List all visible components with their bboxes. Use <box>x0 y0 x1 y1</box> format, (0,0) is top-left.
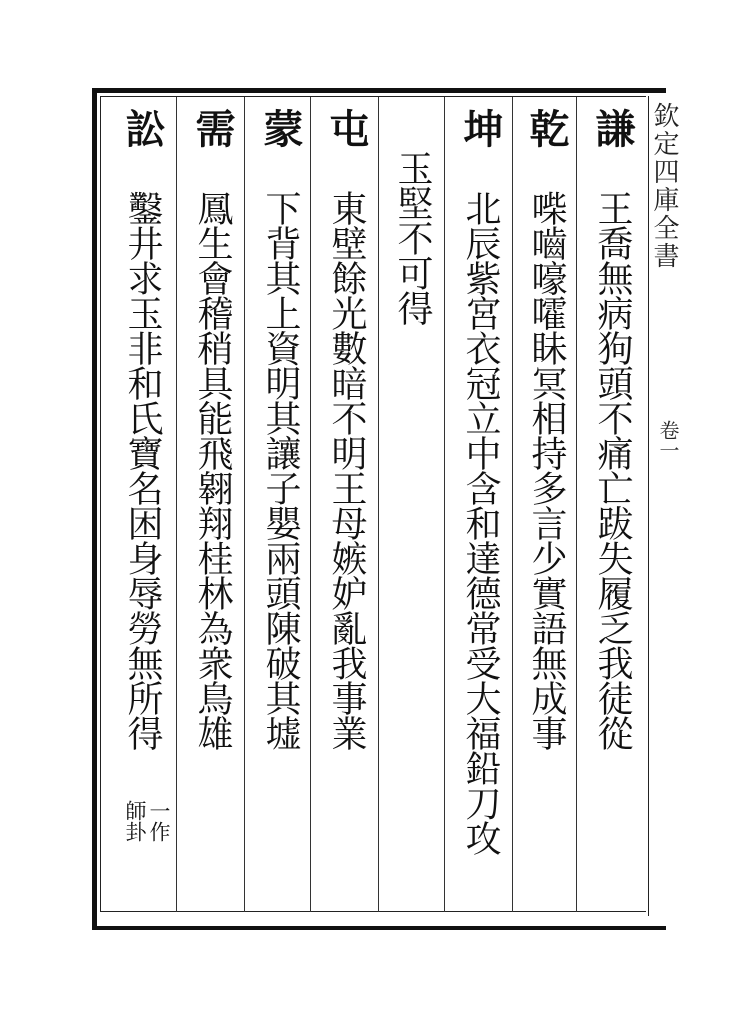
column-rule <box>244 97 245 912</box>
hexagram-title: 蒙 <box>257 108 304 148</box>
verse-text: 東壁餘光數暗不明王母嫉妒亂我事業 <box>326 190 367 750</box>
annotation-note: 一作 <box>147 800 171 842</box>
hexagram-title: 屯 <box>323 108 370 148</box>
hexagram-title: 坤 <box>457 108 504 148</box>
column-rule <box>176 97 177 912</box>
column-rule <box>444 97 445 912</box>
hexagram-title: 乾 <box>523 108 570 148</box>
column-rule <box>310 97 311 912</box>
annotation-note: 師卦 <box>123 800 147 842</box>
verse-text: 北辰紫宮衣冠立中含和達德常受大福鉛刀攻 <box>460 190 501 855</box>
verse-text: 喍嚙嚎嚯眛冥相持多言少實語無成事 <box>526 190 567 750</box>
book-title: 欽定四庫全書 <box>649 102 679 270</box>
hexagram-title: 需 <box>189 108 236 148</box>
column-rule <box>512 97 513 912</box>
volume-label: 卷一 <box>656 420 680 460</box>
verse-continuation: 玉堅不可得 <box>392 150 433 325</box>
hexagram-title: 謙 <box>589 108 636 148</box>
verse-text: 鑿井求玉非和氏寶名困身辱勞無所得 <box>122 190 163 750</box>
column-rule <box>576 97 577 912</box>
verse-text: 鳳生會稽稍具能飛翱翔桂林為衆鳥雄 <box>192 190 233 750</box>
hexagram-title: 訟 <box>119 108 166 148</box>
column-rule <box>378 97 379 912</box>
verse-text: 王喬無病狗頭不痛亡跋失履乏我徒從 <box>592 190 633 750</box>
verse-text: 下背其上資明其讓子嬰兩頭陳破其墟 <box>260 190 301 750</box>
